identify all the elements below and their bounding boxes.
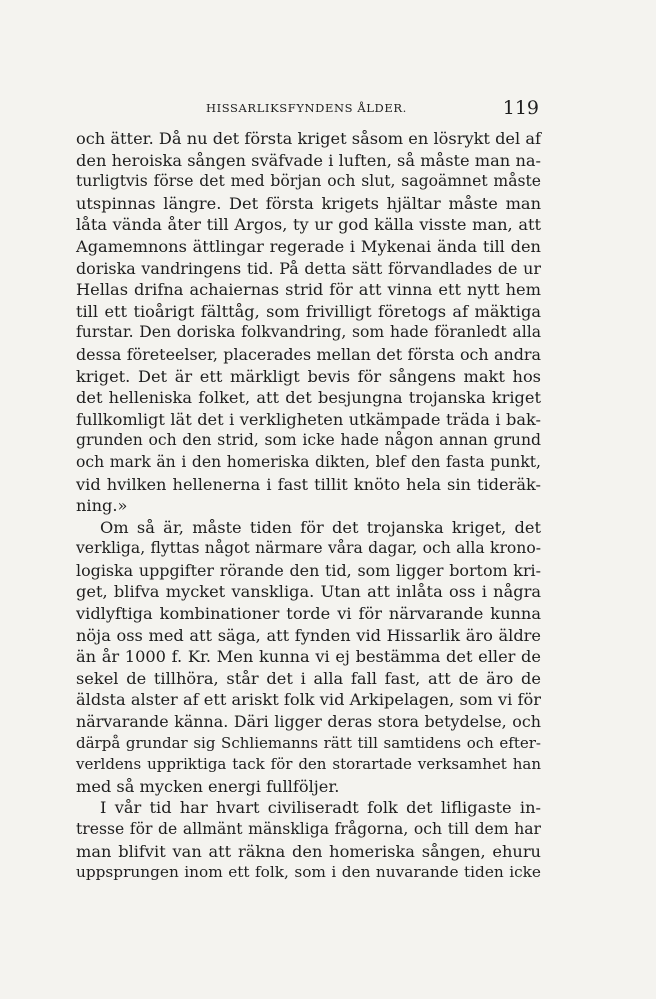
text-line: och mark än i den homeriska dikten, blef den fasta punkt,: [76, 452, 541, 471]
text-line: verkliga, flyttas något närmare våra dagar, och alla krono-: [76, 539, 541, 558]
text-line: nöja oss med att säga, att fynden vid Hissarlik äro äldre: [76, 625, 541, 645]
text-line: vid hvilken hellenerna i fast tillit knöto hela sin tideräk-: [76, 474, 541, 494]
text-line: den heroiska sången sväfvade i luften, så måste man na-: [76, 150, 541, 170]
text-line: än år 1000 f. Kr. Men kunna vi ej bestämma det eller de: [76, 647, 541, 667]
text-line: till ett tioårigt fälttåg, som frivilligt företogs af mäktiga: [76, 301, 541, 321]
text-line: fullkomligt lät det i verkligheten utkämpade träda i bak-: [76, 409, 541, 429]
text-line: verldens uppriktiga tack för den storartade verksamhet han: [76, 755, 541, 774]
paragraph-end-line: med så mycken energi fullföljer.: [76, 776, 340, 796]
text-line: Agamemnons ättlingar regerade i Mykenai ända till den: [76, 236, 541, 256]
text-line: man blifvit van att räkna den homeriska sången, ehuru: [76, 841, 541, 861]
text-line: grunden och den strid, som icke hade någon annan grund: [76, 431, 541, 450]
text-line: dessa företeelser, placerades mellan det första och andra: [76, 344, 541, 364]
running-title: HISSARLIKSFYNDENS ÅLDER.: [206, 101, 407, 115]
text-line: Hellas drifna achaiernas strid för att vinna ett nytt hem: [76, 280, 541, 300]
text-line: uppsprungen inom ett folk, som i den nuvarande tiden icke: [76, 863, 541, 882]
text-line: kriget. Det är ett märkligt bevis för sångens makt hos: [76, 366, 541, 386]
text-line: det helleniska folket, att det besjungna trojanska kriget: [76, 388, 541, 408]
page-header: [76, 97, 541, 121]
text-line: tresse för de allmänt mänskliga frågorna, och till dem har: [76, 820, 541, 838]
text-line: och ätter. Då nu det första kriget såsom en lösrykt del af: [76, 129, 541, 148]
paragraph-end-line: ning.»: [76, 496, 128, 516]
paragraph-start-line: Om så är, måste tiden för det trojanska kriget, det: [100, 517, 541, 537]
text-line: logiska uppgifter rörande den tid, som ligger bortom kri-: [76, 560, 541, 580]
text-line: närvarande känna. Däri ligger deras stora betydelse, och: [76, 712, 541, 732]
text-line: turligtvis förse det med början och slut, sagoämnet måste: [76, 172, 541, 191]
page-number: 119: [502, 97, 539, 119]
text-line: get, blifva mycket vanskliga. Utan att inlåta oss i några: [76, 582, 541, 602]
text-line: furstar. Den doriska folkvandring, som hade föranledt alla: [76, 323, 541, 342]
text-line: därpå grundar sig Schliemanns rätt till samtidens och efter-: [76, 733, 541, 752]
text-line: äldsta alster af ett ariskt folk vid Arkipelagen, som vi för: [76, 690, 541, 710]
paragraph-start-line: I vår tid har hvart civiliseradt folk det lifligaste in-: [100, 798, 541, 818]
text-line: doriska vandringens tid. På detta sätt förvandlades de ur: [76, 258, 541, 278]
text-line: sekel de tillhöra, står det i alla fall fast, att de äro de: [76, 668, 541, 688]
text-line: vidlyftiga kombinationer torde vi för närvarande kunna: [76, 604, 541, 624]
text-line: utspinnas längre. Det första krigets hjältar måste man: [76, 193, 541, 213]
text-line: låta vända åter till Argos, ty ur god källa visste man, att: [76, 215, 541, 235]
body-text: [76, 128, 541, 884]
